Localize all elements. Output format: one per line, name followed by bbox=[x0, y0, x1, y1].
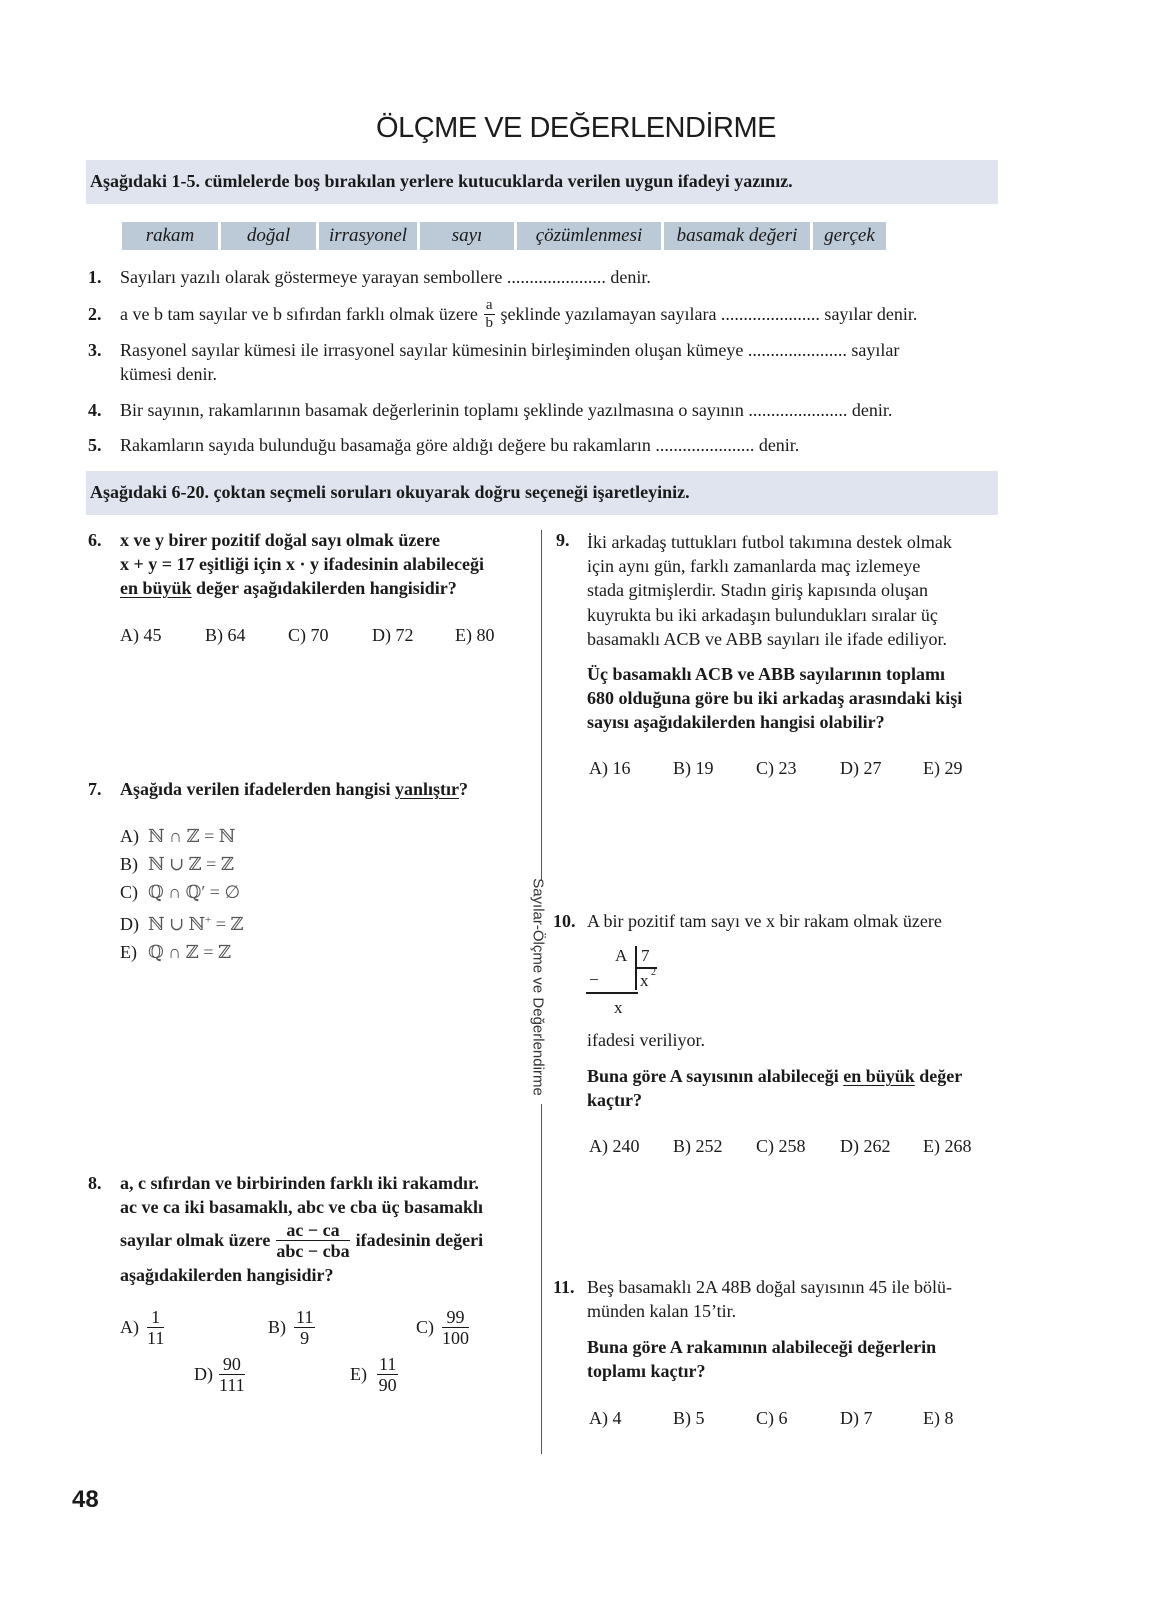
q11-bold2: toplamı kaçtır? bbox=[587, 1361, 706, 1381]
question-number: 9. bbox=[556, 530, 570, 550]
fill-question-1: Sayıları yazılı olarak göstermeye yarayan sembollere ...................... denir. bbox=[120, 267, 651, 287]
word-chip: irrasyonel bbox=[319, 222, 417, 250]
section1-instruction: Aşağıdaki 1-5. cümlelerde boş bırakılan yerlere kutucuklarda verilen uygun ifadeyi yazınız. bbox=[90, 171, 793, 191]
option-a[interactable]: A) 45 bbox=[120, 625, 162, 645]
option-expression: ℕ ∪ ℕ bbox=[148, 914, 205, 934]
word-chip: çözümlenmesi bbox=[517, 222, 661, 250]
question-number: 1. bbox=[88, 267, 102, 287]
q8-line3-pre: sayılar olmak üzere bbox=[120, 1229, 271, 1250]
fraction-a-over-b bbox=[484, 298, 495, 331]
fraction-numerator: a bbox=[485, 296, 493, 313]
fill-question-4: Bir sayının, rakamlarının basamak değerlerinin toplamı şeklinde yazılmasına o sayının ...................... denir. bbox=[120, 400, 893, 420]
fraction-numerator: ac − ca bbox=[276, 1221, 349, 1241]
option-a[interactable] bbox=[120, 822, 244, 850]
option-b[interactable] bbox=[120, 850, 244, 878]
option-expression: ℕ ∪ ℤ = ℤ bbox=[148, 854, 234, 874]
fraction-numerator: 11 bbox=[379, 1354, 397, 1374]
q8-line3-post: ifadesinin değeri bbox=[355, 1229, 484, 1250]
page-number: 48 bbox=[72, 1486, 99, 1513]
option-label: B) bbox=[120, 854, 138, 874]
q7-stem bbox=[120, 779, 468, 800]
minus-sign: − bbox=[589, 970, 599, 989]
question-number: 4. bbox=[88, 400, 102, 420]
fill-question-2-pre: a ve b tam sayılar ve b sıfırdan farklı olmak üzere bbox=[120, 303, 478, 324]
option-expression: ℚ ∩ ℚ′ = ∅ bbox=[148, 882, 241, 902]
q7-emphasis: yanlıştır bbox=[395, 779, 460, 799]
option-fraction bbox=[442, 1308, 469, 1347]
option-label: C) bbox=[120, 882, 138, 902]
q8-line2: ac ve ca iki basamaklı, abc ve cba üç basamaklı bbox=[120, 1197, 484, 1217]
q10-bold-pre: Buna göre A sayısının alabileceği bbox=[587, 1066, 844, 1086]
option-a[interactable] bbox=[120, 1308, 164, 1347]
q11-options bbox=[589, 1408, 954, 1429]
option-d[interactable] bbox=[120, 906, 244, 938]
q9-stem bbox=[587, 530, 952, 651]
q9-line: stada gitmişlerdir. Stadın giriş kapısında oluşan bbox=[587, 580, 928, 601]
question-number: 3. bbox=[88, 340, 102, 360]
fraction-denominator: b bbox=[485, 314, 493, 331]
fraction-denominator: abc − cba bbox=[276, 1240, 350, 1261]
q11-line1: Beş basamaklı 2A 48B doğal sayısının 45 ile bölü- bbox=[587, 1277, 952, 1297]
option-e[interactable]: E) 80 bbox=[455, 625, 495, 645]
option-b[interactable]: B) 5 bbox=[673, 1408, 705, 1428]
option-b[interactable]: B) 64 bbox=[205, 625, 246, 645]
option-label: D) bbox=[194, 1364, 213, 1384]
option-label: E) bbox=[120, 942, 137, 962]
q6-line1: x ve y birer pozitif doğal sayı olmak üzere bbox=[120, 530, 440, 550]
option-expression: ℕ ∩ ℤ = ℕ bbox=[148, 826, 236, 846]
option-c[interactable]: C) 70 bbox=[288, 625, 329, 645]
option-label: A) bbox=[120, 826, 139, 846]
column-divider bbox=[541, 530, 542, 880]
option-c[interactable]: C) 258 bbox=[756, 1136, 806, 1156]
q8-line3 bbox=[120, 1220, 483, 1260]
q6-options bbox=[120, 625, 495, 646]
q10-options bbox=[589, 1136, 972, 1157]
word-chip: basamak değeri bbox=[664, 222, 810, 250]
side-label-text: Sayılar-Ölçme ve Değerlendirme bbox=[529, 878, 547, 1096]
option-label: D) bbox=[120, 914, 139, 934]
remainder: x bbox=[614, 998, 623, 1017]
q8-fraction bbox=[276, 1221, 349, 1260]
option-e[interactable] bbox=[120, 938, 244, 966]
fraction-denominator: 9 bbox=[300, 1328, 310, 1348]
q10-bold-post: değer bbox=[914, 1066, 963, 1086]
divisor: 7 bbox=[641, 946, 650, 965]
option-fraction bbox=[377, 1355, 398, 1394]
word-bank bbox=[122, 222, 889, 250]
q10-after: ifadesi veriliyor. bbox=[587, 1030, 705, 1050]
dividend: A bbox=[615, 946, 628, 965]
option-label: E) bbox=[350, 1364, 367, 1384]
q6-line3-rest: değer aşağıdakilerden hangisidir? bbox=[191, 578, 457, 598]
question-number: 5. bbox=[88, 435, 102, 455]
option-c[interactable]: C) 6 bbox=[756, 1408, 788, 1428]
question-number: 7. bbox=[88, 779, 102, 799]
question-number: 11. bbox=[553, 1277, 575, 1297]
option-a[interactable]: A) 4 bbox=[589, 1408, 622, 1428]
fraction-denominator: 111 bbox=[219, 1375, 245, 1395]
q9-line: İki arkadaş tuttukları futbol takımına destek olmak bbox=[587, 532, 952, 552]
division-diagram bbox=[586, 942, 676, 1022]
option-fraction bbox=[147, 1308, 164, 1347]
option-b[interactable]: B) 252 bbox=[673, 1136, 723, 1156]
option-d[interactable]: D) 262 bbox=[840, 1136, 891, 1156]
option-e[interactable]: E) 29 bbox=[923, 758, 963, 778]
option-e[interactable] bbox=[350, 1355, 398, 1394]
fill-question-2-post: şeklinde yazılamayan sayılara ...................... sayılar denir. bbox=[500, 303, 918, 324]
q8-line4: aşağıdakilerden hangisidir? bbox=[120, 1265, 334, 1285]
option-c[interactable]: C) 23 bbox=[756, 758, 797, 778]
option-d[interactable] bbox=[194, 1355, 245, 1394]
option-e[interactable]: E) 268 bbox=[923, 1136, 972, 1156]
option-b[interactable]: B) 19 bbox=[673, 758, 714, 778]
option-expression: ℚ ∩ ℤ = ℤ bbox=[148, 942, 232, 962]
fraction-numerator: 11 bbox=[296, 1307, 314, 1327]
option-b[interactable] bbox=[268, 1308, 315, 1347]
q9-options bbox=[589, 758, 963, 779]
option-fraction bbox=[219, 1355, 245, 1394]
option-label: C) bbox=[416, 1317, 434, 1337]
fraction-denominator: 11 bbox=[147, 1328, 165, 1348]
q6-line2: x + y = 17 eşitliği için x · y ifadesinin alabileceği bbox=[120, 554, 485, 574]
q7-stem-post: ? bbox=[459, 779, 469, 799]
option-a[interactable]: A) 240 bbox=[589, 1136, 640, 1156]
option-d[interactable]: D) 7 bbox=[840, 1408, 873, 1428]
fill-question-2 bbox=[120, 296, 917, 332]
question-number: 8. bbox=[88, 1173, 102, 1193]
subtraction-line bbox=[586, 992, 638, 994]
fraction-denominator: 90 bbox=[378, 1375, 397, 1395]
fraction-numerator: 99 bbox=[442, 1308, 469, 1328]
question-number: 6. bbox=[88, 530, 102, 550]
quotient: x bbox=[640, 971, 649, 990]
option-fraction bbox=[294, 1308, 315, 1347]
fraction-numerator: 1 bbox=[147, 1308, 164, 1328]
q6-emphasis: en büyük bbox=[120, 578, 192, 598]
option-expression: = ℤ bbox=[211, 914, 244, 934]
q7-options bbox=[120, 822, 244, 966]
fill-question-5: Rakamların sayıda bulunduğu basamağa göre aldığı değere bu rakamların ...................... denir. bbox=[120, 435, 800, 455]
word-chip: rakam bbox=[122, 222, 218, 250]
option-c[interactable] bbox=[416, 1308, 469, 1347]
q10-emphasis: en büyük bbox=[843, 1066, 915, 1086]
side-label bbox=[523, 878, 553, 1096]
q6-line3 bbox=[120, 578, 457, 599]
q11-bold1: Buna göre A rakamının alabileceği değerlerin bbox=[587, 1337, 937, 1357]
option-d[interactable]: D) 72 bbox=[372, 625, 414, 645]
word-chip: doğal bbox=[221, 222, 316, 250]
fraction-numerator: 90 bbox=[219, 1355, 245, 1375]
quotient-exponent: 2 bbox=[651, 967, 656, 978]
fill-question-3-line1: Rasyonel sayılar kümesi ile irrasyonel sayılar kümesinin birleşiminden oluşan kümeye ...................... sayılar bbox=[120, 340, 900, 360]
question-number: 10. bbox=[553, 911, 576, 931]
option-c[interactable] bbox=[120, 878, 244, 906]
q9-bold-line: sayısı aşağıdakilerden hangisi olabilir? bbox=[587, 712, 885, 733]
q9-bold-line: 680 olduğuna göre bu iki arkadaş arasındaki kişi bbox=[587, 688, 963, 709]
q7-stem-pre: Aşağıda verilen ifadelerden hangisi bbox=[120, 779, 396, 799]
fraction-denominator: 100 bbox=[442, 1328, 469, 1348]
q9-line: kuyrukta bu iki arkadaşın bulundukları sıralar üç bbox=[587, 604, 938, 625]
q9-bold-line: Üç basamaklı ACB ve ABB sayılarının toplamı bbox=[587, 664, 946, 684]
q9-question bbox=[587, 662, 962, 735]
word-chip: sayı bbox=[420, 222, 514, 250]
q10-question-line2: kaçtır? bbox=[587, 1090, 642, 1110]
column-divider bbox=[541, 1104, 542, 1454]
q8-line1: a, c sıfırdan ve birbirinden farklı iki rakamdır. bbox=[120, 1173, 479, 1193]
option-label: A) bbox=[120, 1317, 139, 1337]
option-label: B) bbox=[268, 1317, 286, 1337]
q11-line2: münden kalan 15’tir. bbox=[587, 1301, 737, 1321]
option-e[interactable]: E) 8 bbox=[923, 1408, 954, 1428]
section2-instruction: Aşağıdaki 6-20. çoktan seçmeli soruları okuyarak doğru seçeneği işaretleyiniz. bbox=[90, 482, 690, 502]
word-chip: gerçek bbox=[813, 222, 886, 250]
question-number: 2. bbox=[88, 304, 102, 324]
superscript-plus: + bbox=[205, 914, 212, 926]
q9-line: basamaklı ACB ve ABB sayıları ile ifade ediliyor. bbox=[587, 628, 947, 649]
fill-question-3-line2: kümesi denir. bbox=[120, 364, 217, 384]
q10-question-line1 bbox=[587, 1066, 962, 1087]
q10-stem: A bir pozitif tam sayı ve x bir rakam olmak üzere bbox=[587, 911, 942, 931]
q9-line: için aynı gün, farklı zamanlarda maç izlemeye bbox=[587, 556, 921, 577]
page-title: ÖLÇME VE DEĞERLENDİRME bbox=[376, 112, 776, 144]
option-a[interactable]: A) 16 bbox=[589, 758, 631, 778]
option-d[interactable]: D) 27 bbox=[840, 758, 882, 778]
